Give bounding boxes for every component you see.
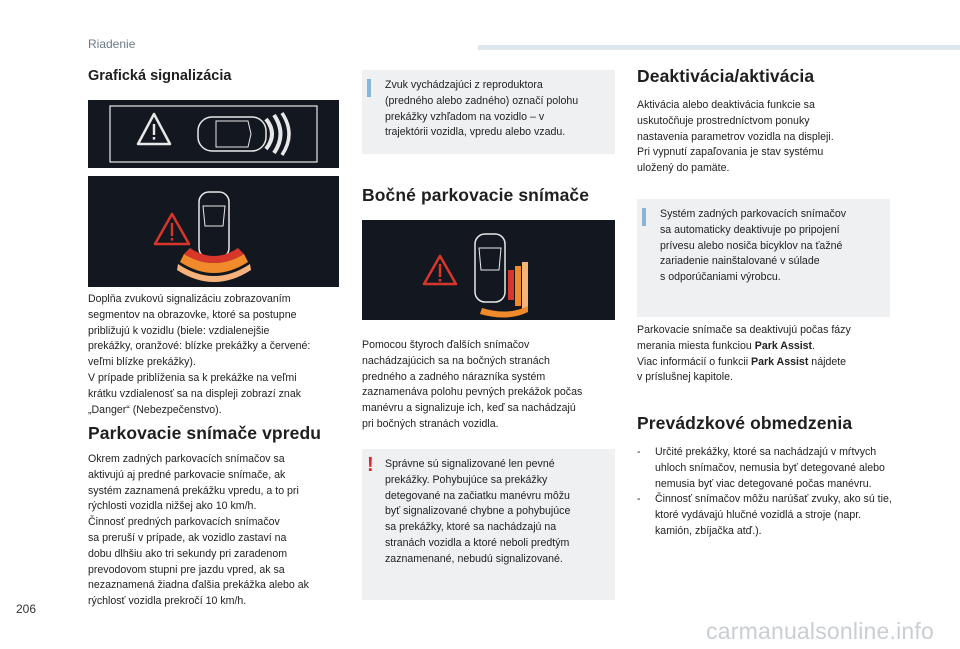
park-assist-text: Parkovacie snímače sa deaktivujú počas fázy merania miesta funkciou Park Assist. Viac informácií o funkcii Park Assist nájdete v príslušnej kapitole. [637,324,851,384]
info-box-sound: Zvuk vychádzajúci z reproduktora (predného alebo zadného) označí polohu prekážky vzhľadom na vozidlo – v trajektórii vozidla, vpredu alebo vzadu. [362,70,615,154]
heading-front-sensors: Parkovacie snímače vpredu [88,423,322,443]
car-topview-icon [199,192,229,258]
heading-deactivation: Deaktivácia/aktivácia [637,66,815,86]
graphic-text: Doplňa zvukovú signalizáciu zobrazovaním segmentov na obrazovke, ktoré sa postupne približujú k vozidlu (biele: vzdialenejšie prekážky, oranžové: blízke prekážky a červené: veľmi blízke prekážky). V prípade priblíženia sa k prekážke na veľmi krátku vzdialenosť sa na displeji zobrazí znak „Danger“ (Nebezpečenstvo). [88,293,311,416]
info-box-trailer: Systém zadných parkovacích snímačov sa automaticky deaktivuje po pripojení prívesu alebo nosiča bicyklov na ťažné zariadenie nainštalované v súlade s odporúčaniami výrobcu. [637,199,890,317]
car-topview-icon [475,234,505,302]
heading-side-sensors: Bočné parkovacie snímače [362,185,590,205]
page-number: 206 [16,602,37,616]
park-assist-term: Park Assist [754,339,813,352]
section-header: Riadenie [88,37,136,51]
warning-box: ! Správne sú signalizované len pevné prekážky. Pohybujúce sa prekážky detegované na začiatku manévru môžu byť signalizované chybne a pohybujúce sa prekážky, ktoré sa nachádzajú na stranách vozidla a ktoré neboli predtým zaznamenané, nebudú signalizované. [362,449,615,600]
limitations-list [637,445,892,540]
heading-limitations: Prevádzkové obmedzenia [637,413,853,433]
display-colored-segments [88,176,339,287]
deactivation-text: Aktivácia alebo deaktivácia funkcie sa uskutočňuje prostredníctvom ponuky nastavenia parametrov vozidla na displeji. Pri vypnutí zapaľovania je stav systému uložený do pamäte. [637,99,834,175]
heading-graphic-signaling: Grafická signalizácia [88,68,232,84]
display-side-sensors [362,220,615,320]
display-rear-segments [88,100,339,168]
front-sensors-text: Okrem zadných parkovacích snímačov sa aktivujú aj predné parkovacie snímače, ak systém zaznamená prekážku vpredu, a to pri rýchlosti vozidla nižšej ako 10 km/h. Činnosť predných parkovacích snímačov sa preruší v prípade, ak vozidlo zastaví na dobu dlhšiu ako tri sekundy pri zaradenom prevodovom stupni pre jazdu vpred, ak sa nezaznamená žiadna ďalšia prekážka alebo ak rýchlosť vozidla prekročí 10 km/h. [88,453,309,608]
info-icon [642,208,646,226]
column-1 [88,68,350,84]
list-item: - Určité prekážky, ktoré sa nachádzajú v mŕtvych uhloch snímačov, nemusia byť detegované alebo nemusia byť viac detegované počas manévru. [637,445,892,492]
info-icon [367,79,371,97]
list-item: - Činnosť snímačov môžu narúšať zvuky, ako sú tie, ktoré vydávajú hlučné vozidlá a stroje (napr. kamión, zbíjačka atď.). [637,492,892,539]
watermark: carmanualsonline.info [706,618,934,644]
warning-exclamation-icon: ! [367,454,374,476]
side-sensors-text: Pomocou štyroch ďalších snímačov nachádzajúcich sa na bočných stranách predného a zadného nárazníka systém zaznamenáva polohu pevných prekážok počas manévru a signalizuje ich, keď sa nachádzajú pri bočných stranách vozidla. [362,339,583,430]
car-topview-icon [88,100,339,168]
header-bar [478,45,960,50]
